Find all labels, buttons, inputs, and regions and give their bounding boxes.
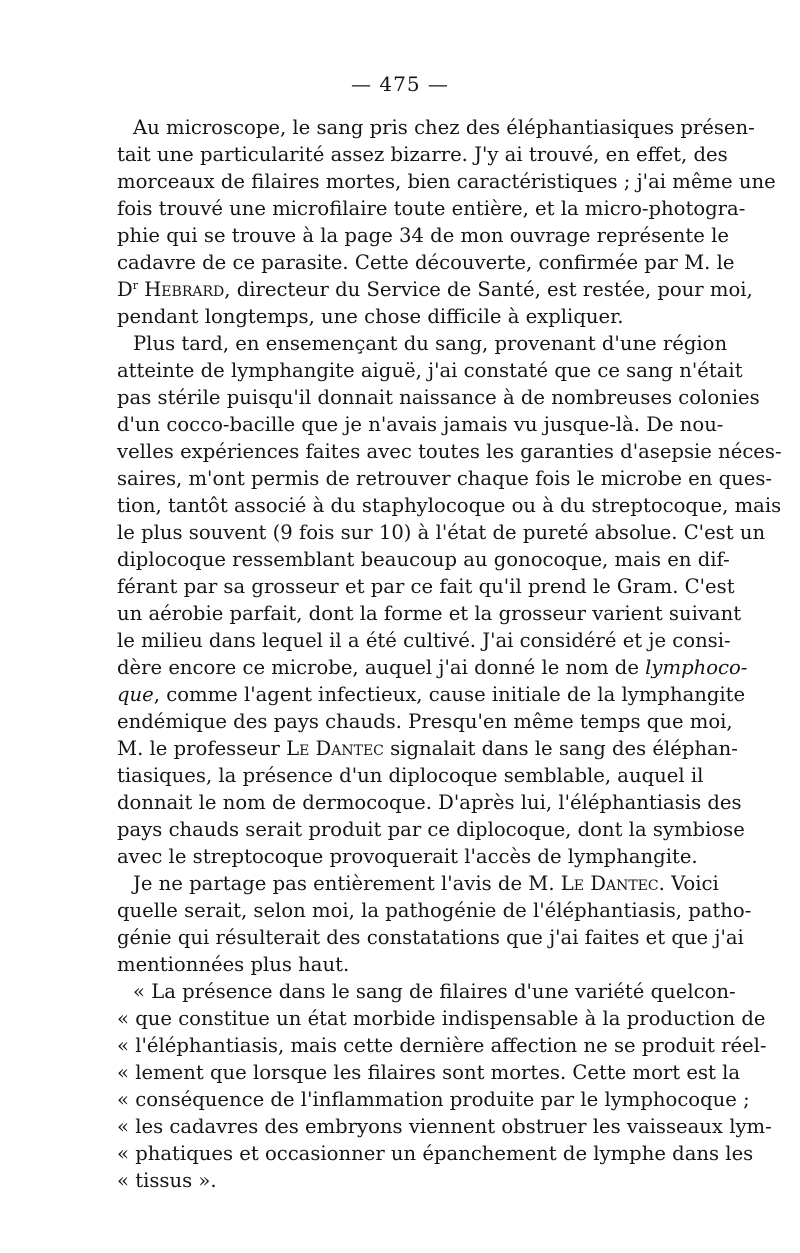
text-line <box>117 681 746 708</box>
text-line <box>117 870 719 897</box>
text-line: cadavre de ce parasite. Cette découverte, confirmée par M. le <box>117 251 735 274</box>
text-line: saires, m'ont permis de retrouver chaque fois le microbe en ques- <box>117 467 773 490</box>
text-line: mentionnées plus haut. <box>117 953 350 976</box>
text-line: pays chauds serait produit par ce diplocoque, dont la symbiose <box>117 818 745 841</box>
text-line: un aérobie parfait, dont la forme et la grosseur varient suivant <box>117 602 742 625</box>
italic-term: que <box>117 683 154 706</box>
text-line <box>117 276 753 303</box>
page-number: — 475 — <box>351 72 449 96</box>
text-line <box>117 735 738 762</box>
doctor-abbrev: D <box>117 278 133 301</box>
text-fragment: , comme l'agent infectieux, cause initiale de la lymphangite <box>153 683 746 706</box>
text-line: Plus tard, en ensemençant du sang, provenant d'une région <box>133 332 728 355</box>
quote-line: « l'éléphantiasis, mais cette dernière affection ne se produit réel- <box>117 1034 767 1057</box>
person-name: Hebrard <box>144 278 225 301</box>
text-line: tait une particularité assez bizarre. J'y ai trouvé, en effet, des <box>117 143 728 166</box>
text-line: d'un cocco-bacille que je n'avais jamais vu jusque-là. De nou- <box>117 413 724 436</box>
text-line: velles expériences faites avec toutes les garanties d'asepsie néces- <box>117 440 782 463</box>
quote-line: « phatiques et occasionner un épanchement de lymphe dans les <box>117 1142 754 1165</box>
quote-line: « que constitue un état morbide indispensable à la production de <box>117 1007 766 1030</box>
quote-line: « La présence dans le sang de filaires d'une variété quelcon- <box>133 980 736 1003</box>
text-line: morceaux de filaires mortes, bien caractéristiques ; j'ai même une <box>117 170 776 193</box>
body-text <box>117 114 782 1194</box>
quote-line: « tissus ». <box>117 1169 217 1192</box>
text-line: tiasiques, la présence d'un diplocoque semblable, auquel il <box>117 764 704 787</box>
text-fragment: , directeur du Service de Santé, est restée, pour moi, <box>224 278 753 301</box>
text-line: endémique des pays chauds. Presqu'en même temps que moi, <box>117 710 733 733</box>
quote-line: « conséquence de l'inflammation produite par le lymphocoque ; <box>117 1088 750 1111</box>
text-line: quelle serait, selon moi, la pathogénie de l'éléphantiasis, patho- <box>117 899 752 922</box>
text-fragment: dère encore ce microbe, auquel j'ai donné le nom de <box>117 656 646 679</box>
text-line: le milieu dans lequel il a été cultivé. J'ai considéré et je consi- <box>117 629 731 652</box>
text-line: Au microscope, le sang pris chez des éléphantiasiques présen- <box>133 116 755 139</box>
quote-line: « les cadavres des embryons viennent obstruer les vaisseaux lym- <box>117 1115 772 1138</box>
text-line: fois trouvé une microfilaire toute entière, et la micro-photogra- <box>117 197 746 220</box>
text-line: atteinte de lymphangite aiguë, j'ai constaté que ce sang n'était <box>117 359 743 382</box>
text-line: le plus souvent (9 fois sur 10) à l'état de pureté absolue. C'est un <box>117 521 766 544</box>
text-line: génie qui résulterait des constatations que j'ai faites et que j'ai <box>117 926 744 949</box>
text-line: pendant longtemps, une chose difficile à expliquer. <box>117 305 624 328</box>
text-fragment: . Voici <box>658 872 719 895</box>
italic-term: lymphoco- <box>645 656 748 679</box>
text-fragment: signalait dans le sang des éléphan- <box>383 737 738 760</box>
text-fragment: Je ne partage pas entièrement l'avis de M. <box>133 872 561 895</box>
text-line: donnait le nom de dermocoque. D'après lui, l'éléphantiasis des <box>117 791 742 814</box>
text-line <box>117 654 748 681</box>
text-line: avec le streptocoque provoquerait l'accès de lymphangite. <box>117 845 698 868</box>
text-line: pas stérile puisqu'il donnait naissance à de nombreuses colonies <box>117 386 760 409</box>
text-fragment: M. le professeur <box>117 737 287 760</box>
text-line: phie qui se trouve à la page 34 de mon ouvrage représente le <box>117 224 729 247</box>
doctor-abbrev-sup: r <box>132 279 138 292</box>
person-name: Le Dantec <box>560 872 659 895</box>
text-line: férant par sa grosseur et par ce fait qu'il prend le Gram. C'est <box>117 575 735 598</box>
person-name: Le Dantec <box>286 737 384 760</box>
text-line: diplocoque ressemblant beaucoup au gonocoque, mais en dif- <box>117 548 730 571</box>
quote-line: « lement que lorsque les filaires sont mortes. Cette mort est la <box>117 1061 741 1084</box>
text-line: tion, tantôt associé à du staphylocoque ou à du streptocoque, mais <box>117 494 782 517</box>
